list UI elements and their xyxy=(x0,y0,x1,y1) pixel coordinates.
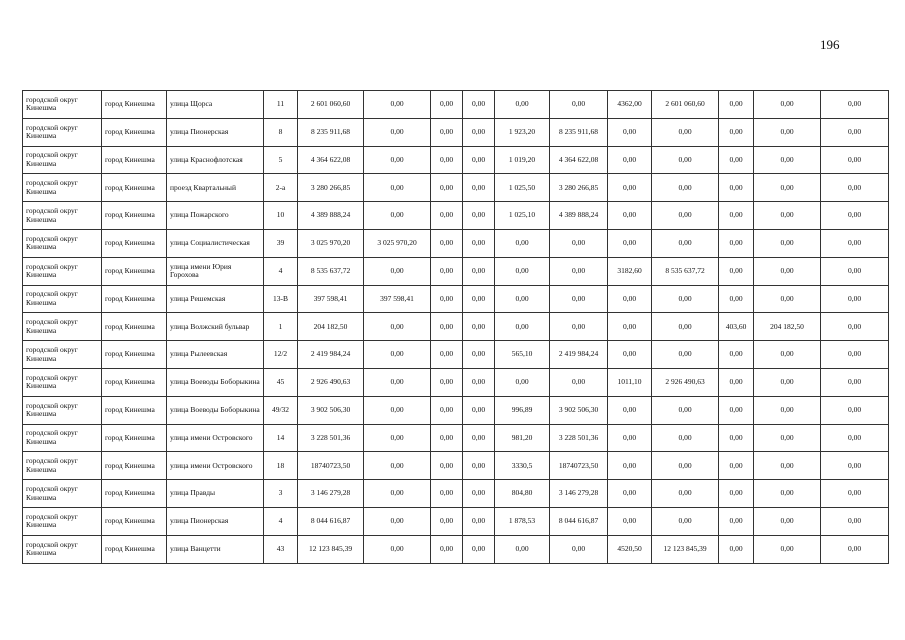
house-number-cell: 4 xyxy=(264,257,298,285)
value-cell-6: 8 044 616,87 xyxy=(550,507,608,535)
house-number-cell: 14 xyxy=(264,424,298,452)
value-cell-4: 0,00 xyxy=(463,285,495,313)
value-cell-11: 0,00 xyxy=(821,452,889,480)
house-number-cell: 13-В xyxy=(264,285,298,313)
value-cell-9: 0,00 xyxy=(719,146,754,174)
value-cell-10: 0,00 xyxy=(754,91,821,119)
value-cell-10: 0,00 xyxy=(754,257,821,285)
house-number-cell: 18 xyxy=(264,452,298,480)
value-cell-10: 0,00 xyxy=(754,341,821,369)
house-number-cell: 12/2 xyxy=(264,341,298,369)
value-cell-11: 0,00 xyxy=(821,424,889,452)
value-cell-2: 0,00 xyxy=(364,202,431,230)
value-cell-11: 0,00 xyxy=(821,285,889,313)
value-cell-8: 0,00 xyxy=(652,480,719,508)
city-cell: город Кинешма xyxy=(102,535,167,563)
total-cost-cell: 2 601 060,60 xyxy=(298,91,364,119)
value-cell-9: 0,00 xyxy=(719,118,754,146)
value-cell-7: 0,00 xyxy=(608,146,652,174)
value-cell-7: 0,00 xyxy=(608,229,652,257)
value-cell-9: 0,00 xyxy=(719,229,754,257)
district-cell: городской округ Кинешма xyxy=(23,424,102,452)
value-cell-4: 0,00 xyxy=(463,368,495,396)
value-cell-5: 3330,5 xyxy=(495,452,550,480)
value-cell-2: 0,00 xyxy=(364,313,431,341)
value-cell-3: 0,00 xyxy=(431,313,463,341)
house-number-cell: 10 xyxy=(264,202,298,230)
value-cell-7: 0,00 xyxy=(608,480,652,508)
value-cell-8: 0,00 xyxy=(652,424,719,452)
district-cell: городской округ Кинешма xyxy=(23,507,102,535)
total-cost-cell: 3 280 266,85 xyxy=(298,174,364,202)
value-cell-4: 0,00 xyxy=(463,507,495,535)
table-row xyxy=(23,341,889,369)
city-cell: город Кинешма xyxy=(102,452,167,480)
city-cell: город Кинешма xyxy=(102,396,167,424)
street-cell: улица Правды xyxy=(167,480,264,508)
value-cell-7: 0,00 xyxy=(608,118,652,146)
value-cell-5: 1 019,20 xyxy=(495,146,550,174)
value-cell-2: 0,00 xyxy=(364,507,431,535)
value-cell-8: 0,00 xyxy=(652,341,719,369)
value-cell-4: 0,00 xyxy=(463,396,495,424)
value-cell-3: 0,00 xyxy=(431,91,463,119)
value-cell-2: 0,00 xyxy=(364,535,431,563)
total-cost-cell: 3 025 970,20 xyxy=(298,229,364,257)
street-cell: улица имени Юрия Горохова xyxy=(167,257,264,285)
value-cell-7: 4362,00 xyxy=(608,91,652,119)
district-cell: городской округ Кинешма xyxy=(23,174,102,202)
value-cell-8: 0,00 xyxy=(652,285,719,313)
value-cell-8: 0,00 xyxy=(652,174,719,202)
value-cell-2: 0,00 xyxy=(364,480,431,508)
value-cell-9: 0,00 xyxy=(719,341,754,369)
street-cell: улица Воеводы Боборыкина xyxy=(167,396,264,424)
street-cell: улица Решемская xyxy=(167,285,264,313)
value-cell-11: 0,00 xyxy=(821,535,889,563)
value-cell-7: 0,00 xyxy=(608,341,652,369)
district-cell: городской округ Кинешма xyxy=(23,535,102,563)
value-cell-11: 0,00 xyxy=(821,146,889,174)
district-cell: городской округ Кинешма xyxy=(23,396,102,424)
value-cell-10: 0,00 xyxy=(754,285,821,313)
value-cell-9: 0,00 xyxy=(719,368,754,396)
value-cell-9: 0,00 xyxy=(719,202,754,230)
value-cell-6: 0,00 xyxy=(550,285,608,313)
value-cell-11: 0,00 xyxy=(821,202,889,230)
city-cell: город Кинешма xyxy=(102,118,167,146)
value-cell-4: 0,00 xyxy=(463,229,495,257)
value-cell-6: 2 419 984,24 xyxy=(550,341,608,369)
city-cell: город Кинешма xyxy=(102,174,167,202)
district-cell: городской округ Кинешма xyxy=(23,146,102,174)
value-cell-3: 0,00 xyxy=(431,257,463,285)
value-cell-4: 0,00 xyxy=(463,535,495,563)
value-cell-3: 0,00 xyxy=(431,341,463,369)
value-cell-6: 4 389 888,24 xyxy=(550,202,608,230)
house-number-cell: 11 xyxy=(264,91,298,119)
value-cell-3: 0,00 xyxy=(431,480,463,508)
value-cell-8: 0,00 xyxy=(652,118,719,146)
value-cell-8: 0,00 xyxy=(652,396,719,424)
street-cell: улица имени Островского xyxy=(167,452,264,480)
value-cell-11: 0,00 xyxy=(821,480,889,508)
house-number-cell: 8 xyxy=(264,118,298,146)
value-cell-10: 0,00 xyxy=(754,452,821,480)
value-cell-11: 0,00 xyxy=(821,229,889,257)
table-row xyxy=(23,424,889,452)
value-cell-4: 0,00 xyxy=(463,118,495,146)
table-row xyxy=(23,146,889,174)
district-cell: городской округ Кинешма xyxy=(23,480,102,508)
value-cell-7: 0,00 xyxy=(608,202,652,230)
value-cell-10: 0,00 xyxy=(754,396,821,424)
value-cell-5: 0,00 xyxy=(495,368,550,396)
street-cell: улица Рылеевская xyxy=(167,341,264,369)
value-cell-4: 0,00 xyxy=(463,202,495,230)
housing-repair-table xyxy=(22,90,889,564)
table-row xyxy=(23,480,889,508)
table-row xyxy=(23,285,889,313)
value-cell-3: 0,00 xyxy=(431,118,463,146)
street-cell: проезд Квартальный xyxy=(167,174,264,202)
value-cell-9: 0,00 xyxy=(719,452,754,480)
street-cell: улица Краснофлотская xyxy=(167,146,264,174)
value-cell-7: 0,00 xyxy=(608,507,652,535)
value-cell-2: 0,00 xyxy=(364,118,431,146)
total-cost-cell: 8 535 637,72 xyxy=(298,257,364,285)
district-cell: городской округ Кинешма xyxy=(23,341,102,369)
table-row xyxy=(23,452,889,480)
value-cell-10: 0,00 xyxy=(754,424,821,452)
district-cell: городской округ Кинешма xyxy=(23,229,102,257)
value-cell-3: 0,00 xyxy=(431,424,463,452)
house-number-cell: 4 xyxy=(264,507,298,535)
value-cell-5: 996,89 xyxy=(495,396,550,424)
value-cell-7: 0,00 xyxy=(608,424,652,452)
table-row xyxy=(23,507,889,535)
total-cost-cell: 3 902 506,30 xyxy=(298,396,364,424)
value-cell-3: 0,00 xyxy=(431,285,463,313)
value-cell-6: 3 280 266,85 xyxy=(550,174,608,202)
value-cell-5: 0,00 xyxy=(495,257,550,285)
value-cell-5: 565,10 xyxy=(495,341,550,369)
total-cost-cell: 397 598,41 xyxy=(298,285,364,313)
value-cell-8: 0,00 xyxy=(652,229,719,257)
value-cell-4: 0,00 xyxy=(463,424,495,452)
value-cell-3: 0,00 xyxy=(431,202,463,230)
district-cell: городской округ Кинешма xyxy=(23,91,102,119)
house-number-cell: 45 xyxy=(264,368,298,396)
value-cell-6: 0,00 xyxy=(550,368,608,396)
value-cell-9: 0,00 xyxy=(719,396,754,424)
value-cell-6: 8 235 911,68 xyxy=(550,118,608,146)
city-cell: город Кинешма xyxy=(102,285,167,313)
value-cell-10: 0,00 xyxy=(754,202,821,230)
total-cost-cell: 12 123 845,39 xyxy=(298,535,364,563)
value-cell-2: 0,00 xyxy=(364,452,431,480)
value-cell-11: 0,00 xyxy=(821,396,889,424)
value-cell-6: 0,00 xyxy=(550,229,608,257)
house-number-cell: 43 xyxy=(264,535,298,563)
value-cell-2: 0,00 xyxy=(364,341,431,369)
value-cell-11: 0,00 xyxy=(821,91,889,119)
value-cell-2: 0,00 xyxy=(364,424,431,452)
value-cell-5: 981,20 xyxy=(495,424,550,452)
total-cost-cell: 8 235 911,68 xyxy=(298,118,364,146)
value-cell-8: 0,00 xyxy=(652,452,719,480)
value-cell-2: 0,00 xyxy=(364,146,431,174)
value-cell-4: 0,00 xyxy=(463,313,495,341)
value-cell-5: 1 878,53 xyxy=(495,507,550,535)
value-cell-9: 403,60 xyxy=(719,313,754,341)
total-cost-cell: 3 228 501,36 xyxy=(298,424,364,452)
total-cost-cell: 18740723,50 xyxy=(298,452,364,480)
total-cost-cell: 204 182,50 xyxy=(298,313,364,341)
value-cell-4: 0,00 xyxy=(463,480,495,508)
district-cell: городской округ Кинешма xyxy=(23,202,102,230)
value-cell-6: 0,00 xyxy=(550,91,608,119)
value-cell-8: 12 123 845,39 xyxy=(652,535,719,563)
value-cell-3: 0,00 xyxy=(431,229,463,257)
city-cell: город Кинешма xyxy=(102,229,167,257)
table-row xyxy=(23,535,889,563)
city-cell: город Кинешма xyxy=(102,91,167,119)
value-cell-11: 0,00 xyxy=(821,174,889,202)
value-cell-5: 1 923,20 xyxy=(495,118,550,146)
value-cell-4: 0,00 xyxy=(463,91,495,119)
value-cell-3: 0,00 xyxy=(431,507,463,535)
value-cell-9: 0,00 xyxy=(719,507,754,535)
value-cell-11: 0,00 xyxy=(821,341,889,369)
street-cell: улица Воеводы Боборыкина xyxy=(167,368,264,396)
value-cell-5: 0,00 xyxy=(495,229,550,257)
house-number-cell: 5 xyxy=(264,146,298,174)
city-cell: город Кинешма xyxy=(102,146,167,174)
value-cell-7: 0,00 xyxy=(608,452,652,480)
table-row xyxy=(23,91,889,119)
value-cell-11: 0,00 xyxy=(821,313,889,341)
house-number-cell: 3 xyxy=(264,480,298,508)
total-cost-cell: 3 146 279,28 xyxy=(298,480,364,508)
table-body xyxy=(23,91,889,564)
value-cell-3: 0,00 xyxy=(431,368,463,396)
street-cell: улица Пожарского xyxy=(167,202,264,230)
house-number-cell: 2-а xyxy=(264,174,298,202)
value-cell-8: 0,00 xyxy=(652,146,719,174)
value-cell-5: 0,00 xyxy=(495,91,550,119)
page-number: 196 xyxy=(820,37,840,52)
table-row xyxy=(23,174,889,202)
value-cell-9: 0,00 xyxy=(719,257,754,285)
value-cell-7: 1011,10 xyxy=(608,368,652,396)
value-cell-11: 0,00 xyxy=(821,507,889,535)
value-cell-3: 0,00 xyxy=(431,396,463,424)
value-cell-2: 0,00 xyxy=(364,91,431,119)
value-cell-9: 0,00 xyxy=(719,535,754,563)
value-cell-4: 0,00 xyxy=(463,146,495,174)
house-number-cell: 39 xyxy=(264,229,298,257)
street-cell: улица Пионерская xyxy=(167,507,264,535)
table-row xyxy=(23,396,889,424)
value-cell-7: 4520,50 xyxy=(608,535,652,563)
value-cell-9: 0,00 xyxy=(719,285,754,313)
value-cell-8: 0,00 xyxy=(652,202,719,230)
value-cell-10: 204 182,50 xyxy=(754,313,821,341)
street-cell: улица Волжский бульвар xyxy=(167,313,264,341)
value-cell-3: 0,00 xyxy=(431,174,463,202)
table-row xyxy=(23,313,889,341)
value-cell-2: 0,00 xyxy=(364,368,431,396)
value-cell-5: 1 025,10 xyxy=(495,202,550,230)
table-row xyxy=(23,202,889,230)
value-cell-10: 0,00 xyxy=(754,507,821,535)
total-cost-cell: 4 389 888,24 xyxy=(298,202,364,230)
value-cell-4: 0,00 xyxy=(463,257,495,285)
city-cell: город Кинешма xyxy=(102,341,167,369)
city-cell: город Кинешма xyxy=(102,313,167,341)
value-cell-11: 0,00 xyxy=(821,257,889,285)
value-cell-10: 0,00 xyxy=(754,146,821,174)
value-cell-9: 0,00 xyxy=(719,91,754,119)
value-cell-6: 0,00 xyxy=(550,257,608,285)
street-cell: улица Пионерская xyxy=(167,118,264,146)
value-cell-7: 0,00 xyxy=(608,396,652,424)
value-cell-3: 0,00 xyxy=(431,535,463,563)
value-cell-8: 2 601 060,60 xyxy=(652,91,719,119)
street-cell: улица Ванцетти xyxy=(167,535,264,563)
street-cell: улица имени Островского xyxy=(167,424,264,452)
house-number-cell: 49/32 xyxy=(264,396,298,424)
value-cell-9: 0,00 xyxy=(719,480,754,508)
value-cell-8: 2 926 490,63 xyxy=(652,368,719,396)
total-cost-cell: 2 419 984,24 xyxy=(298,341,364,369)
value-cell-2: 0,00 xyxy=(364,174,431,202)
value-cell-6: 4 364 622,08 xyxy=(550,146,608,174)
city-cell: город Кинешма xyxy=(102,202,167,230)
value-cell-5: 0,00 xyxy=(495,285,550,313)
city-cell: город Кинешма xyxy=(102,507,167,535)
total-cost-cell: 2 926 490,63 xyxy=(298,368,364,396)
table-row xyxy=(23,368,889,396)
value-cell-4: 0,00 xyxy=(463,341,495,369)
city-cell: город Кинешма xyxy=(102,257,167,285)
value-cell-10: 0,00 xyxy=(754,229,821,257)
value-cell-10: 0,00 xyxy=(754,174,821,202)
district-cell: городской округ Кинешма xyxy=(23,452,102,480)
district-cell: городской округ Кинешма xyxy=(23,257,102,285)
value-cell-5: 804,80 xyxy=(495,480,550,508)
value-cell-11: 0,00 xyxy=(821,368,889,396)
value-cell-7: 0,00 xyxy=(608,174,652,202)
value-cell-7: 3182,60 xyxy=(608,257,652,285)
value-cell-4: 0,00 xyxy=(463,452,495,480)
value-cell-6: 3 902 506,30 xyxy=(550,396,608,424)
value-cell-10: 0,00 xyxy=(754,118,821,146)
value-cell-8: 0,00 xyxy=(652,313,719,341)
value-cell-5: 1 025,50 xyxy=(495,174,550,202)
value-cell-6: 18740723,50 xyxy=(550,452,608,480)
value-cell-5: 0,00 xyxy=(495,535,550,563)
city-cell: город Кинешма xyxy=(102,480,167,508)
value-cell-11: 0,00 xyxy=(821,118,889,146)
total-cost-cell: 8 044 616,87 xyxy=(298,507,364,535)
value-cell-10: 0,00 xyxy=(754,480,821,508)
value-cell-2: 397 598,41 xyxy=(364,285,431,313)
table-row xyxy=(23,257,889,285)
value-cell-8: 0,00 xyxy=(652,507,719,535)
table-row xyxy=(23,229,889,257)
value-cell-6: 0,00 xyxy=(550,535,608,563)
value-cell-5: 0,00 xyxy=(495,313,550,341)
house-number-cell: 1 xyxy=(264,313,298,341)
value-cell-10: 0,00 xyxy=(754,368,821,396)
value-cell-2: 0,00 xyxy=(364,257,431,285)
value-cell-9: 0,00 xyxy=(719,174,754,202)
district-cell: городской округ Кинешма xyxy=(23,368,102,396)
district-cell: городской округ Кинешма xyxy=(23,285,102,313)
value-cell-6: 3 146 279,28 xyxy=(550,480,608,508)
district-cell: городской округ Кинешма xyxy=(23,118,102,146)
value-cell-4: 0,00 xyxy=(463,174,495,202)
value-cell-9: 0,00 xyxy=(719,424,754,452)
district-cell: городской округ Кинешма xyxy=(23,313,102,341)
street-cell: улица Щорса xyxy=(167,91,264,119)
city-cell: город Кинешма xyxy=(102,368,167,396)
value-cell-10: 0,00 xyxy=(754,535,821,563)
table-row xyxy=(23,118,889,146)
value-cell-6: 0,00 xyxy=(550,313,608,341)
value-cell-3: 0,00 xyxy=(431,146,463,174)
value-cell-7: 0,00 xyxy=(608,313,652,341)
value-cell-6: 3 228 501,36 xyxy=(550,424,608,452)
value-cell-2: 0,00 xyxy=(364,396,431,424)
street-cell: улица Социалистическая xyxy=(167,229,264,257)
value-cell-8: 8 535 637,72 xyxy=(652,257,719,285)
city-cell: город Кинешма xyxy=(102,424,167,452)
value-cell-3: 0,00 xyxy=(431,452,463,480)
value-cell-2: 3 025 970,20 xyxy=(364,229,431,257)
total-cost-cell: 4 364 622,08 xyxy=(298,146,364,174)
value-cell-7: 0,00 xyxy=(608,285,652,313)
